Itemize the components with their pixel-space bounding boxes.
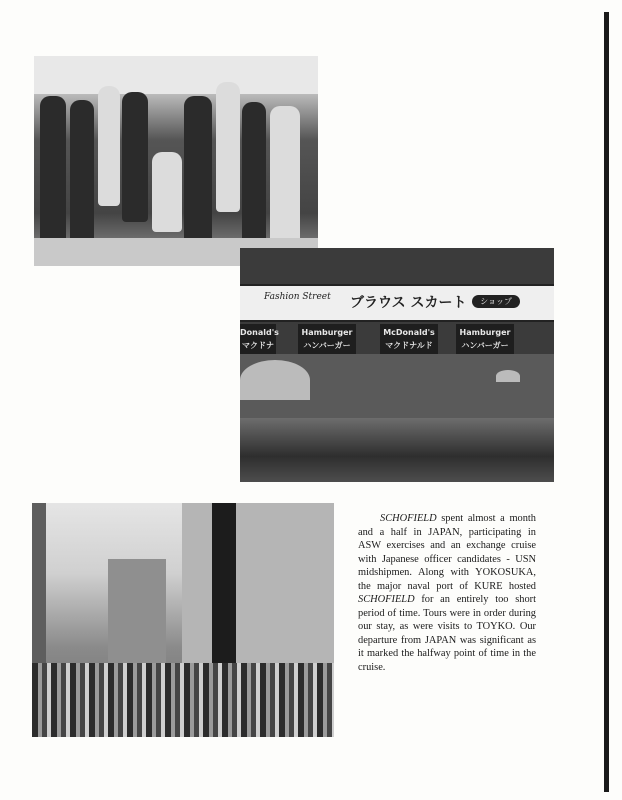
awning: Hamburger ハンバーガー — [298, 324, 356, 354]
photo-figure — [98, 86, 120, 206]
photo-figure — [216, 82, 240, 212]
banner-main: ブラウス スカート — [350, 295, 467, 311]
street-photo — [240, 248, 554, 482]
banner-script: Fashion Street — [264, 292, 331, 302]
caption-text — [358, 512, 536, 674]
awning: Donald's マクドナ — [240, 324, 276, 354]
caption-part: for an entirely too short period of time. Tours were in order during our stay, as were visits to TOYKO. Our departure from JAPAN was significant as it marked the halfway point of time in the cruise. — [358, 594, 536, 673]
ship-name: SCHOFIELD — [380, 513, 437, 524]
crowd — [32, 663, 334, 737]
store-banner — [240, 284, 554, 322]
awning: McDonald's マクドナルド — [380, 324, 438, 354]
photo-figure — [122, 92, 148, 222]
photo-figure — [70, 100, 94, 250]
awning: Hamburger ハンバーガー — [456, 324, 514, 354]
photo-figure — [184, 96, 212, 246]
photo-figure — [152, 152, 182, 232]
group-photo — [34, 56, 318, 266]
photo-figure — [40, 96, 66, 246]
caption-part: spent almost a month and a half in JAPAN, participating in ASW exercises and an exchange cruise with Japanese officer candidates - USN midshipmen. Along with YOKOSUKA, the major naval port of KURE hosted — [358, 513, 536, 592]
photo-figure — [270, 106, 300, 246]
photo-figure — [242, 102, 266, 242]
page-edge — [604, 12, 609, 792]
building — [108, 559, 166, 669]
banner-pill: ショップ — [472, 295, 520, 308]
building — [32, 503, 46, 673]
ship-name: SCHOFIELD — [358, 594, 415, 605]
building — [182, 503, 334, 663]
photo-sky — [34, 56, 318, 94]
umbrella — [496, 370, 520, 382]
umbrella — [240, 360, 310, 400]
crowd-photo — [32, 503, 334, 737]
wet-pavement — [240, 418, 554, 482]
